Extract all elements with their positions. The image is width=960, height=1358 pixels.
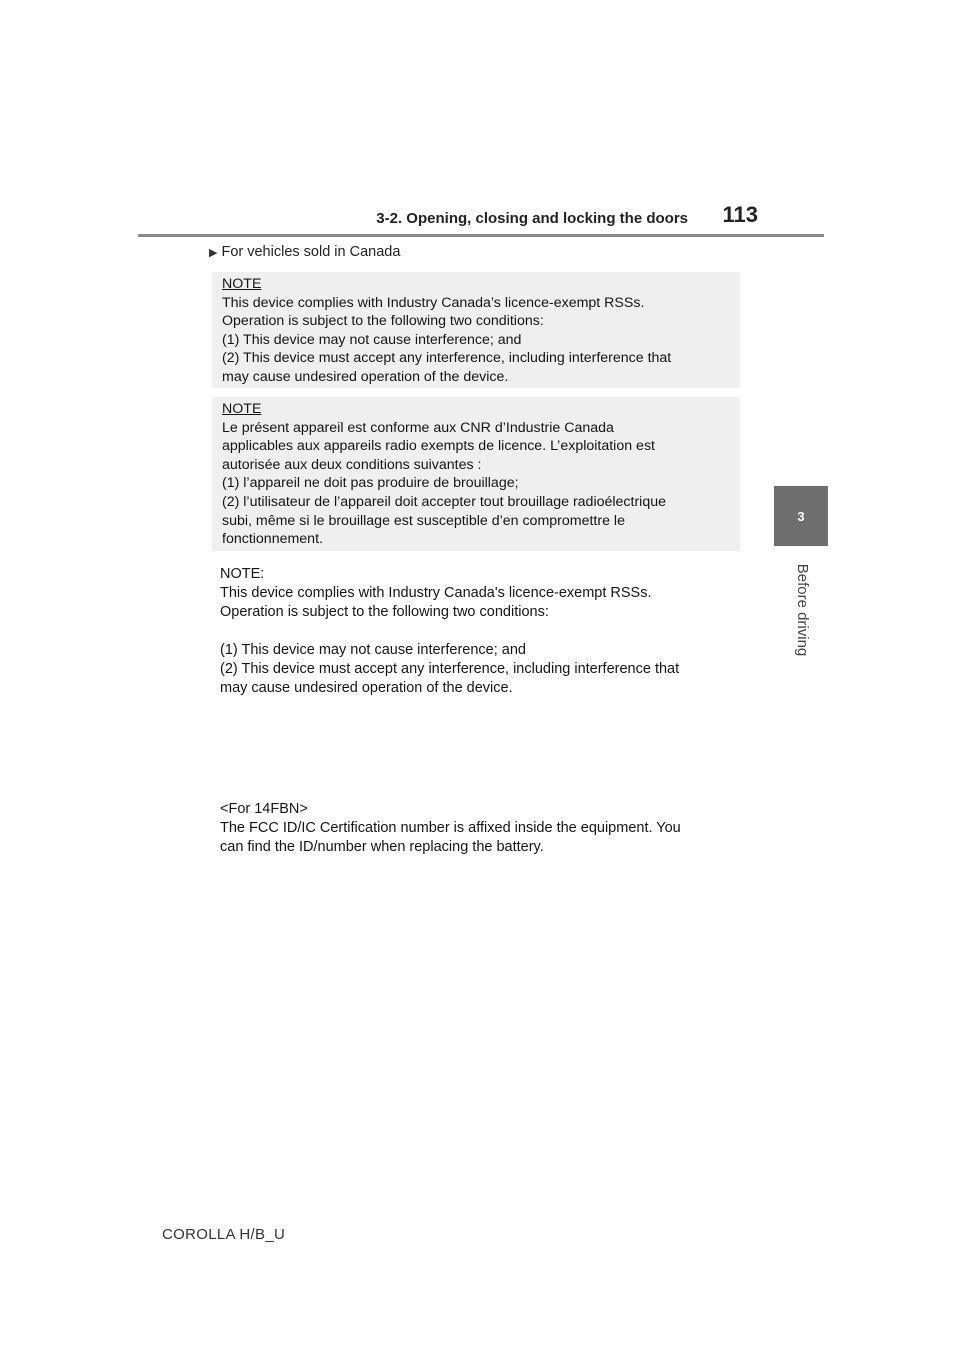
page-number: 113 — [722, 202, 758, 227]
section-title: 3-2. Opening, closing and locking the doors — [376, 210, 688, 227]
note-heading: NOTE — [222, 401, 262, 417]
bullet-text: For vehicles sold in Canada — [221, 244, 401, 260]
note-line: (2) This device must accept any interference, including interference that — [222, 350, 672, 367]
bullet-heading — [209, 244, 400, 260]
fcc-heading: <For 14FBN> — [220, 801, 308, 817]
fcc-line: can find the ID/number when replacing the battery. — [220, 839, 544, 855]
note-line: may cause undesired operation of the device. — [220, 680, 513, 696]
chapter-tab-number: 3 — [797, 508, 805, 524]
note-line: applicables aux appareils radio exempts de licence. L’exploitation est — [222, 438, 655, 455]
page-header — [138, 200, 824, 237]
note-line: fonctionnement. — [222, 531, 323, 548]
triangle-right-icon: ▶ — [209, 247, 218, 259]
note-line: autorisée aux deux conditions suivantes : — [222, 456, 482, 473]
note-line: (1) This device may not cause interference; and — [222, 331, 522, 348]
fcc-line: The FCC ID/IC Certification number is affixed inside the equipment. You — [220, 820, 681, 836]
note-line: (1) This device may not cause interference; and — [220, 642, 527, 658]
note-line: This device complies with Industry Canada's licence-exempt RSSs. — [220, 585, 652, 601]
note-line: (2) This device must accept any interference, including interference that — [220, 661, 680, 677]
note-box-french — [212, 397, 740, 551]
note-plain-text — [220, 565, 750, 698]
footer-model: COROLLA H/B_U — [162, 1226, 286, 1243]
note-heading: NOTE: — [220, 566, 265, 582]
fcc-info — [220, 800, 750, 857]
note-line: (1) l’appareil ne doit pas produire de brouillage; — [222, 475, 519, 492]
chapter-tab-label: Before driving — [794, 563, 811, 657]
note-line: Le présent appareil est conforme aux CNR d’Industrie Canada — [222, 419, 614, 436]
note-line: may cause undesired operation of the device. — [222, 368, 509, 385]
note-heading: NOTE — [222, 276, 262, 292]
note-line: This device complies with Industry Canada’s licence-exempt RSSs. — [222, 294, 645, 311]
note-line: Operation is subject to the following two conditions: — [220, 604, 549, 620]
note-line: (2) l’utilisateur de l’appareil doit accepter tout brouillage radioélectrique — [222, 493, 667, 510]
chapter-tab — [774, 486, 828, 546]
note-line: Operation is subject to the following two conditions: — [222, 313, 544, 330]
note-box-english — [212, 272, 740, 388]
note-line: subi, même si le brouillage est susceptible d’en compromettre le — [222, 512, 625, 529]
paragraph-gap — [220, 622, 750, 641]
